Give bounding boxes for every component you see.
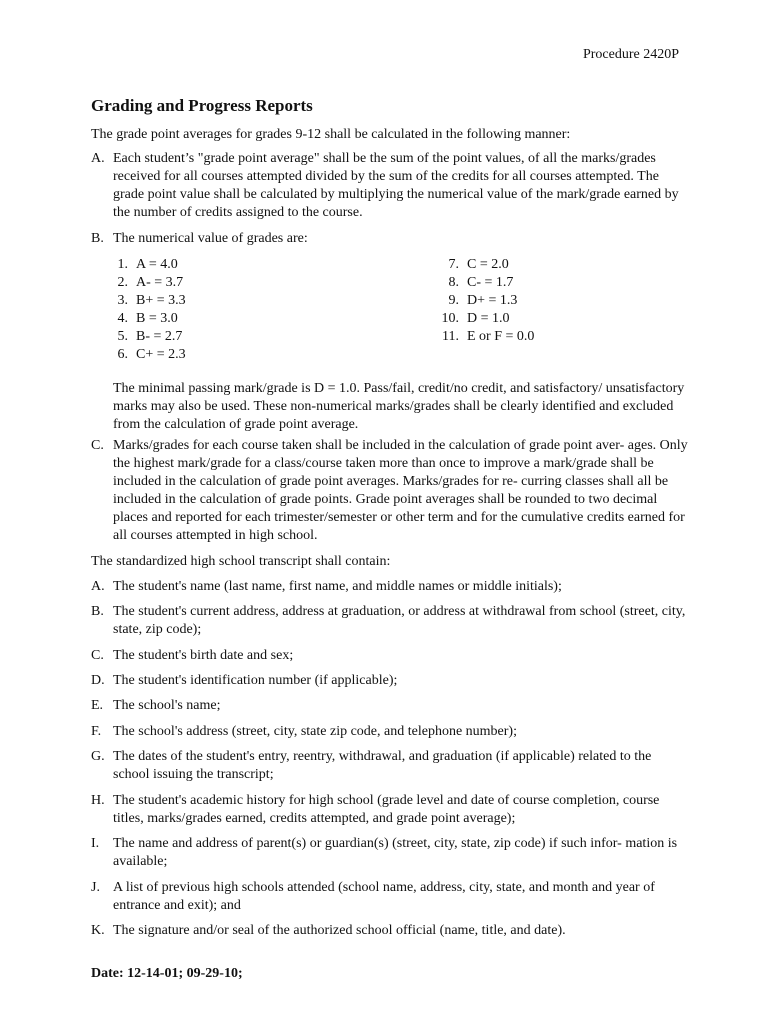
item-marker: H. — [91, 793, 105, 808]
item-marker: I. — [91, 836, 100, 851]
item-text: The student's current address, address at graduation, or address at withdrawal from school (street, city, state, zip code); — [113, 604, 686, 637]
item-marker: A. — [91, 579, 105, 594]
item-text: The signature and/or seal of the authorized school official (name, title, and date). — [113, 923, 566, 938]
item-text: The name and address of parent(s) or guardian(s) (street, city, state, zip code) if such infor- mation is available; — [113, 836, 678, 869]
transcript-item-d — [91, 672, 691, 690]
item-marker: J. — [91, 880, 100, 895]
transcript-item-a — [91, 578, 691, 596]
transcript-intro: The standardized high school transcript shall contain: — [91, 554, 391, 569]
section-text: The numerical value of grades are: — [113, 231, 308, 246]
item-text: A list of previous high schools attended (school name, address, city, state, and month and year of entrance and exit); and — [113, 880, 655, 913]
transcript-item-g — [91, 748, 691, 784]
section-text: Each student’s "grade point average" shall be the sum of the point values, of all the marks/grades received for all courses attempted divided by the sum of the credits for all courses attempted. The grade point value shall be calculated by multiplying the numerical value of the mark/grade earned by the number of credits assigned to the course. — [113, 151, 679, 220]
section-marker: C. — [91, 438, 104, 453]
item-text: The school's name; — [113, 698, 221, 713]
item-marker: K. — [91, 923, 105, 938]
transcript-item-k — [91, 922, 691, 940]
gpa-section-c — [91, 437, 691, 545]
item-text: The student's name (last name, first name, and middle names or middle initials); — [113, 579, 562, 594]
item-marker: G. — [91, 749, 105, 764]
gpa-section-a — [91, 150, 691, 222]
transcript-item-b — [91, 603, 691, 639]
item-marker: D. — [91, 673, 105, 688]
item-text: The student's identification number (if applicable); — [113, 673, 398, 688]
item-text: The school's address (street, city, state zip code, and telephone number); — [113, 724, 517, 739]
item-text: The student's academic history for high school (grade level and date of course completion, course titles, marks/grades earned, credits attempted, and grade point average); — [113, 793, 660, 826]
item-marker: B. — [91, 604, 104, 619]
passing-grade-note — [91, 380, 691, 434]
document-page: Procedure 2420P Grading and Progress Reports The grade point averages for grades 9-12 shall be calculated in the following manner: A. Each student’s "grade point average" shall be the sum of the point values, of all the marks/grades received for all courses attempted divided by the sum of the credits for all courses attempted. The grade point value shall be calculated by multiplying the numerical value of the mark/grade earned by the number of credits assigned to the course. B. The numerical value of grades are: 1. A = 4.0 2. A- = 3.7 3. B+ = 3.3 4. B = 3.0 5. B- = 2.7 6. C+ = 2.3 7. C = 2.0 8. C- = 1.7 9. D+ = 1.3 10. D = 1.0 11. E or F = 0.0 The minimal passing mark/grade is D = 1.0. Pass/fail, credit/no credit, and satisfactory/ unsatisfactory marks may also be used. These non-numerical marks/grades shall be clearly identified and excluded from the calculation of grade point average. C. Marks/grades for each course taken shall be included in the calculation of grade point aver- ages. Only the highest mark/grade for a class/course taken more than once to improve a mark/grade shall be included in the calculation of grade point averages. Marks/grades for re- curring classes shall all be included in the calculation of grade points. Grade point averages shall be rounded to two decimal places and reported for each trimester/semester or other term and for the cumulative credits earned for all courses attempted in high school. The standardized high school transcript shall contain: A. The student's name (last name, first name, and middle names or middle initials); B. The student's current address, address at graduation, or address at withdrawal from school (street, city, state, zip code); C. The student's birth date and sex; D. The student's identification number (if applicable); E. The school's name; F. The school's address (street, city, state zip code, and telephone number); G. The dates of the student's entry, reentry, withdrawal, and graduation (if applicable) related to the school issuing the transcript; H. The student's academic history for high school (grade level and date of course completion, course titles, marks/grades earned, credits attempted, and grade point average); I. The name and address of parent(s) or guardian(s) (street, city, state, zip code) if such infor- mation is available; J. A list of previous high schools attended (school name, address, city, state, and month and year of entrance and exit); and K. The signature and/or seal of the authorized school official (name, title, and date). Date: 12-14-01; 09-29-10; — [0, 0, 770, 1024]
page-title: Grading and Progress Reports — [91, 96, 313, 115]
transcript-item-c — [91, 647, 691, 665]
section-text: Marks/grades for each course taken shall be included in the calculation of grade point aver- ages. Only the highest mark/grade for a class/course taken more than once to improve a mark/grade shall be included in the calculation of grade point averages. Marks/grades for re- curring classes shall all be included in the calculation of grade points. Grade point averages shall be rounded to two decimal places and reported for each trimester/semester or other term and for the cumulative credits earned for all courses attempted in high school. — [113, 438, 688, 543]
item-marker: F. — [91, 724, 102, 739]
transcript-item-j — [91, 879, 691, 915]
gpa-section-b — [91, 230, 691, 248]
intro-paragraph: The grade point averages for grades 9-12 shall be calculated in the following manner: — [91, 127, 571, 142]
transcript-item-f — [91, 723, 691, 741]
item-text: The student's birth date and sex; — [113, 648, 294, 663]
item-marker: E. — [91, 698, 104, 713]
passing-note-text: The minimal passing mark/grade is D = 1.0. Pass/fail, credit/no credit, and satisfactory/ unsatisfactory marks may also be used. These non-numerical marks/grades shall be clearly identified and excluded from the calculation of grade point average. — [113, 381, 685, 432]
section-marker: A. — [91, 151, 105, 166]
item-marker: C. — [91, 648, 104, 663]
item-text: The dates of the student's entry, reentry, withdrawal, and graduation (if applicable) related to the school issuing the transcript; — [113, 749, 652, 782]
procedure-number: Procedure 2420P — [582, 47, 679, 62]
revision-dates: Date: 12-14-01; 09-29-10; — [91, 966, 243, 981]
transcript-item-h — [91, 792, 691, 828]
transcript-item-e — [91, 697, 691, 715]
section-marker: B. — [91, 231, 104, 246]
transcript-item-i — [91, 835, 691, 871]
